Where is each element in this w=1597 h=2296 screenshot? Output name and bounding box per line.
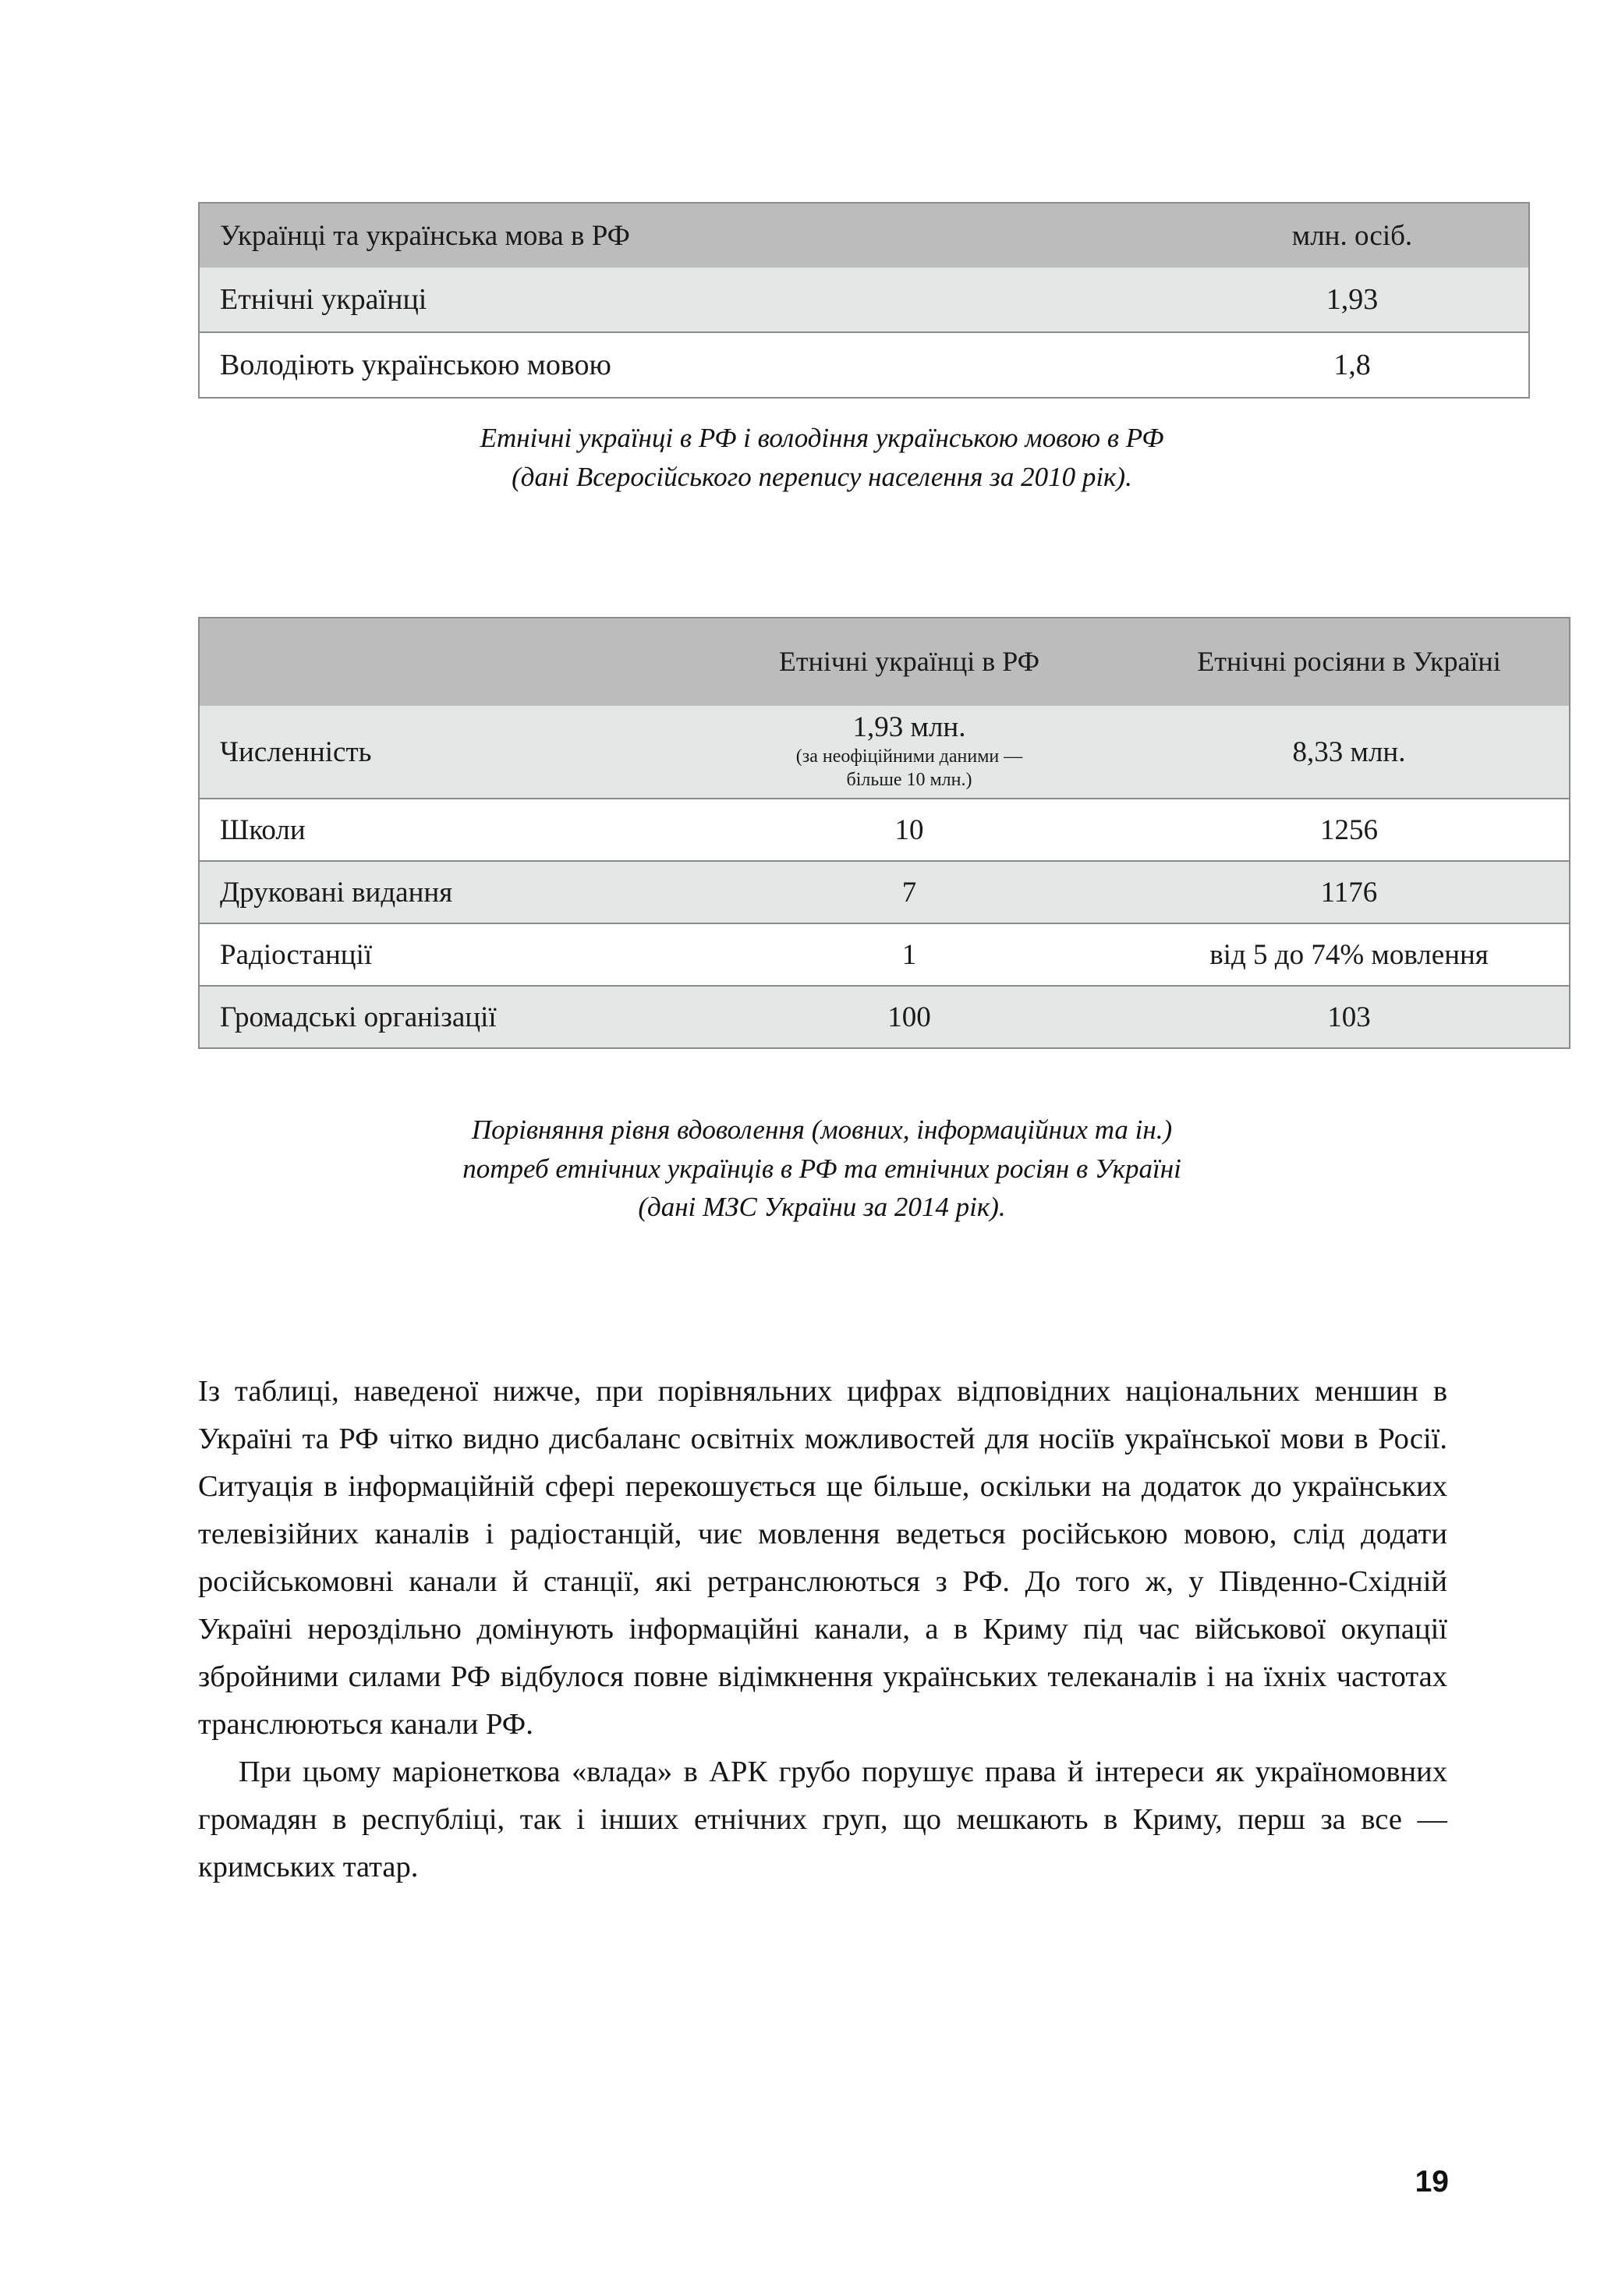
table-one-row-0-label: Етнічні українці xyxy=(199,268,1176,332)
caption-two-line-2: потреб етнічних українців в РФ та етнічних росіян в Україні xyxy=(462,1153,1181,1184)
table-two-body xyxy=(199,706,1570,1048)
table-ukrainians-and-language-in-rf xyxy=(198,202,1530,399)
table-two-row-0-ukr-main: 1,93 млн. xyxy=(852,711,966,744)
table-one-body xyxy=(199,268,1529,398)
table-one-row-1-label: Володіють українською мовою xyxy=(220,349,611,381)
table-two-row-3-rus: від 5 до 74% мовлення xyxy=(1129,923,1570,986)
table-row xyxy=(199,861,1570,923)
table-two-row-1-ukr: 10 xyxy=(689,799,1129,861)
page-number: 19 xyxy=(1415,2165,1449,2199)
body-paragraph-2: При цьому маріонеткова «влада» в АРК грубо порушує права й інтереси як україномовних громадян в республіці, так і інших етнічних груп, що мешкають в Криму, перш за все — кримських татар. xyxy=(198,1756,1447,1883)
table-two-header-col-russians xyxy=(1129,618,1570,706)
table-row xyxy=(199,799,1570,861)
table-two-row-1-metric: Школи xyxy=(199,799,689,861)
caption-one-line-1: Етнічні українці в РФ і володіння українською мовою в РФ xyxy=(480,423,1164,453)
table-row xyxy=(199,332,1529,398)
table-two-row-3-metric: Радіостанції xyxy=(199,923,689,986)
table-two-caption xyxy=(198,1111,1446,1227)
table-two-header-row xyxy=(199,618,1570,706)
table-two-header-col-ukrainians: Етнічні українці в РФ xyxy=(778,646,1040,678)
table-two-row-2-rus: 1176 xyxy=(1129,861,1570,923)
caption-two-line-1: Порівняння рівня вдоволення (мовних, інформаційних та ін.) xyxy=(471,1114,1173,1145)
table-two-header-col-russians-line-2: в Україні xyxy=(1392,646,1501,678)
table-two-row-4-rus: 103 xyxy=(1327,1001,1371,1033)
table-one-caption xyxy=(198,419,1446,496)
table-two-row-4-metric: Громадські організації xyxy=(220,1001,497,1033)
table-one-header-label: Українці та українська мова в РФ xyxy=(220,219,630,252)
table-one-head xyxy=(199,203,1529,268)
table-one-row-0-value: 1,93 xyxy=(1176,268,1529,332)
table-two-row-4-ukr: 100 xyxy=(887,1001,931,1033)
table-row xyxy=(199,268,1529,332)
table-row xyxy=(199,923,1570,986)
table-row xyxy=(199,986,1570,1048)
table-one-row-1-value: 1,8 xyxy=(1333,349,1371,381)
table-two-row-0-ukr xyxy=(689,706,1129,799)
table-two-head xyxy=(199,618,1570,706)
table-row xyxy=(199,706,1570,799)
table-one-header-row xyxy=(199,203,1529,268)
table-two-header-col-russians-line-1: Етнічні росіяни xyxy=(1197,646,1386,678)
body-text xyxy=(198,1368,1447,1891)
caption-one-line-2: (дані Всеросійського перепису населення за 2010 рік). xyxy=(512,461,1132,492)
table-comparison-ukrainians-rf-russians-ua xyxy=(198,617,1570,1049)
table-two-row-3-ukr: 1 xyxy=(689,923,1129,986)
table-two-row-0-metric: Численність xyxy=(199,706,689,799)
body-paragraph-1: Із таблиці, наведеної нижче, при порівняльних цифрах відповідних національних меншин в Україні та РФ чітко видно дисбаланс освітніх можливостей для носіїв української мови в Росії. Ситуація в інформаційній сфері перекошується ще більше, оскільки на додаток до українських телевізійних каналів і радіостанцій, чиє мовлення ведеться російською мовою, слід додати російськомовні канали й станції, які ретранслюються з РФ. До того ж, у Південно-Східній Україні нероздільно домінують інформаційні канали, а в Криму під час військової окупації збройними силами РФ відбулося повне відімкнення українських телеканалів і на їхніх частотах транслюються канали РФ. xyxy=(198,1375,1447,1741)
table-two-row-0-ukr-note-line-1: (за неофіційними даними — xyxy=(795,746,1023,767)
table-two-row-2-ukr: 7 xyxy=(689,861,1129,923)
table-two-row-0-ukr-note-line-2: більше 10 млн.) xyxy=(846,770,972,791)
table-two-header-metric xyxy=(199,618,689,706)
caption-two-line-3: (дані МЗС України за 2014 рік). xyxy=(638,1192,1006,1223)
table-one-header-unit: млн. осіб. xyxy=(1291,219,1413,252)
table-two-row-0-rus: 8,33 млн. xyxy=(1129,706,1570,799)
table-two-row-2-metric: Друковані видання xyxy=(199,861,689,923)
table-two-row-1-rus: 1256 xyxy=(1129,799,1570,861)
